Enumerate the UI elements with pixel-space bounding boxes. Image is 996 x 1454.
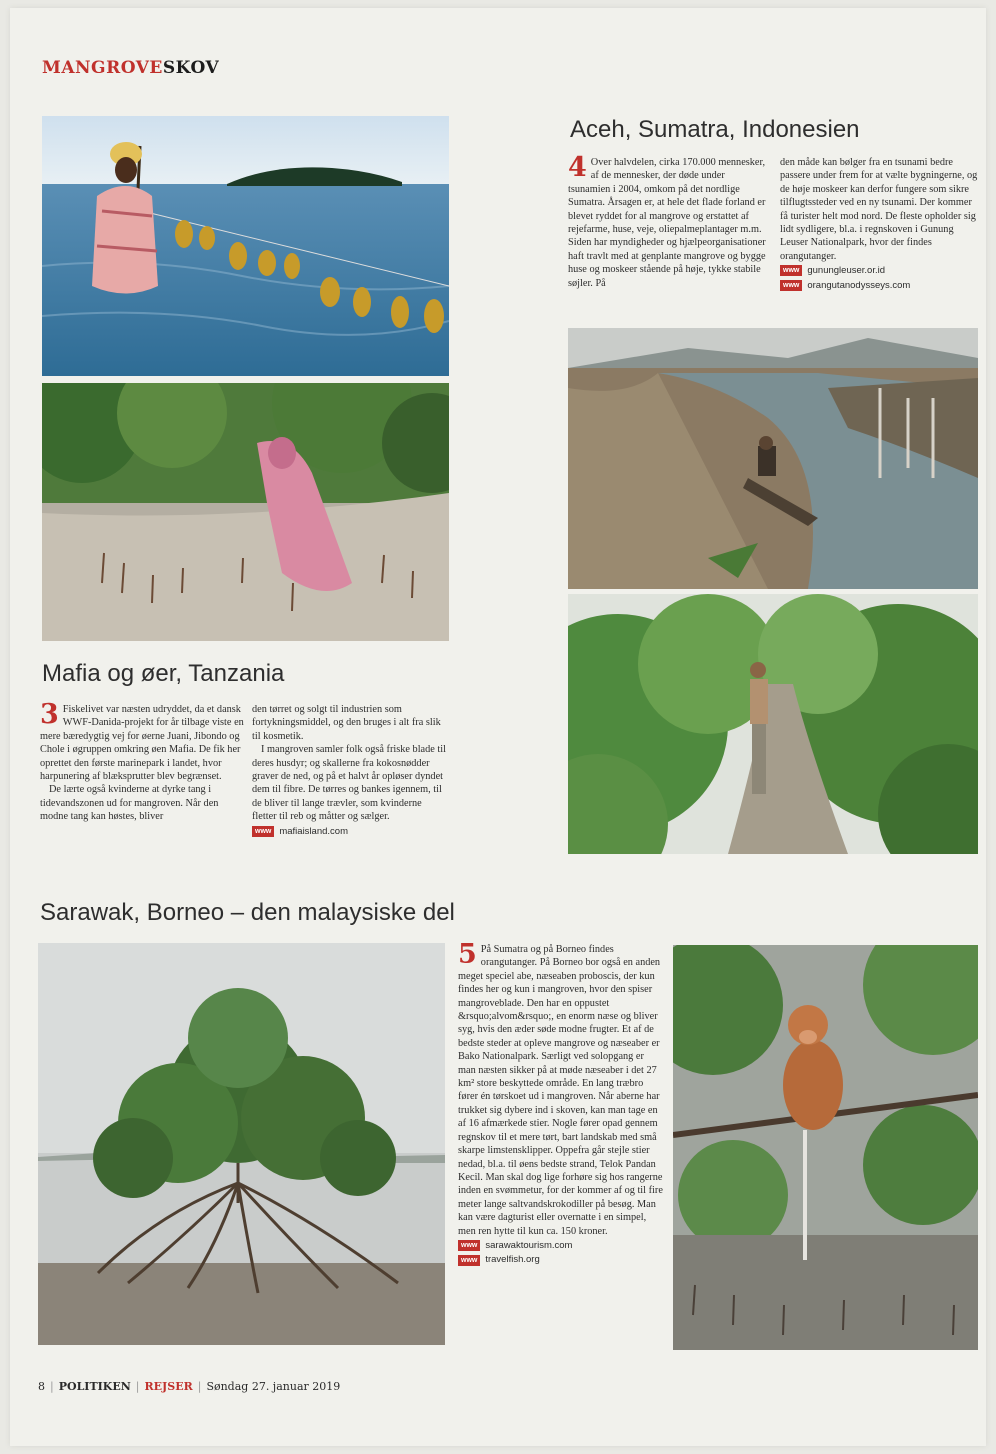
- www-tag: www: [458, 1255, 480, 1266]
- newspaper-brand: POLITIKEN: [58, 1380, 131, 1393]
- page-number: 8: [38, 1380, 45, 1393]
- www-tag: www: [458, 1240, 480, 1251]
- aceh-col1-text: Over halvdelen, cirka 170.000 mennesker, af de mennesker, der døde under tsunamien i 2004, omkom på det nordlige Sumatra. Årsagen er, at hele det flade forland er blevet ryddet for al mangrove og erstattet af rejefarme, huse, veje, oliepalmeplantager m.m. Siden har myndigheder og hjælpeorganisationer haft travlt med at genplante mangrove og bygge huse og moskeer stående på høje, tykke stabile søjler. På: [568, 157, 766, 289]
- mafia-link-1[interactable]: www mafiaisland.com: [252, 825, 448, 838]
- mafia-column-1: [40, 699, 248, 824]
- mangrove-tree-photo: [38, 943, 445, 1345]
- mafia-number: 3: [40, 699, 59, 730]
- sarawak-link-2[interactable]: www travelfish.org: [458, 1253, 663, 1266]
- aceh-link-2[interactable]: www orangutanodysseys.com: [780, 279, 978, 292]
- www-tag: www: [780, 280, 802, 291]
- proboscis-monkey-photo: [673, 945, 978, 1350]
- page-footer: 8 | POLITIKEN | REJSER | Søndag 27. januar 2019: [38, 1380, 341, 1393]
- sarawak-number: 5: [458, 939, 477, 970]
- sarawak-link-1[interactable]: www sarawaktourism.com: [458, 1239, 663, 1252]
- woman-in-mangrove-photo: [42, 383, 449, 641]
- mafia-title: Mafia og øer, Tanzania: [42, 660, 285, 687]
- aceh-number: 4: [568, 152, 587, 183]
- mafia-col2-p1: den tørret og solgt til industrien som fortykningsmiddel, og den bruges i alt fra slik til kosmetik.: [252, 704, 441, 742]
- mangrove-path-photo: [568, 594, 978, 854]
- aceh-link-1[interactable]: www gunungleuser.or.id: [780, 264, 978, 277]
- woman-with-seaweed-photo: [42, 116, 449, 376]
- aceh-column-1: [568, 152, 768, 290]
- canal-boat-photo: [568, 328, 978, 589]
- issue-date: Søndag 27. januar 2019: [206, 1380, 341, 1393]
- mafia-col1-p1: Fiskelivet var næsten udryddet, da et dansk WWF-Danida-projekt for år tilbage viste en mere bæredygtig vej for øerne Juani, Jibondo og Chole i øgruppen omkring øen Mafia. De fik her oprettet den første marinepark i landet, hvor harpunering af blæksprutter blev begrænset.: [40, 704, 244, 783]
- aceh-title: Aceh, Sumatra, Indonesien: [570, 116, 860, 143]
- aceh-column-2: [780, 156, 978, 292]
- section-name: REJSER: [144, 1380, 193, 1393]
- aceh-col2-text: den måde kan bølger fra en tsunami bedre passere under frem for at vælte bygningerne, og de høje moskeer kan derfor fungere som sikre tilflugtssteder ved en ny tsunami. Der kommer få turister helt mod nord. De fleste opholder sig lidt sydligere, bl.a. i regnskoven i Gunung Leuser Nationalpark, hvor der findes orangutanger.: [780, 157, 978, 262]
- kicker-black: SKOV: [162, 58, 220, 78]
- mafia-col2-p2: I mangroven samler folk også friske blade til deres husdyr; og skallerne fra kokosnødder graver de ned, og på et halvt år opløser dyndet dem til fibre. De tørres og bankes igennem, til de bliver til lange trævler, som kvinderne fletter til reb og måtter og sælger.: [252, 744, 447, 823]
- section-kicker: [42, 58, 219, 78]
- kicker-red: MANGROVE: [42, 58, 163, 78]
- mafia-col1-p2: De lærte også kvinderne at dyrke tang i tidevandszonen ud for mangroven. Når den modne tang kan høstes, bliver: [40, 784, 219, 823]
- sarawak-title: Sarawak, Borneo – den malaysiske del: [40, 899, 455, 926]
- mafia-column-2: [252, 703, 448, 838]
- sarawak-text: På Sumatra og på Borneo findes orangutanger. På Borneo bor også en anden meget speciel abe, næseaben proboscis, der kun findes her og kun i mangroven, hvor den spiser mangroveblade. Den har en oppustet &rsquo;alvom&rsquo;, en enorm næse og bliver syg, hvis den æder søde modne frugter. Et af de bedste steder at opleve mangrove og næseaber er Bako Nationalpark. Særligt ved solopgang er man næsten sikker på at møde næseaber i det 27 km² store beskyttede område. En lang træbro fører én tørskoet ud i mangroven. Når aberne har trukket sig dybere ind i skoven, kan man tage en af 16 afmærkede stier. Nogle fører opad gennem regnskov til et mere tørt, bart landskab med små skarpe limstensklipper. Oppefra går stejle stier nedad, bl.a. til øens bedste strand, Telok Pandan Kecil. Man skal dog lige forhøre sig hos rangerne inden en svømmetur, for der kommer af og til fire meter lange saltvandskrokodiller på besøg. Man kan være dagturist eller overnatte i en simpel, men ren hytte til kun ca. 150 kroner.: [458, 944, 663, 1237]
- www-tag: www: [252, 826, 274, 837]
- sarawak-column: [458, 939, 663, 1267]
- www-tag: www: [780, 265, 802, 276]
